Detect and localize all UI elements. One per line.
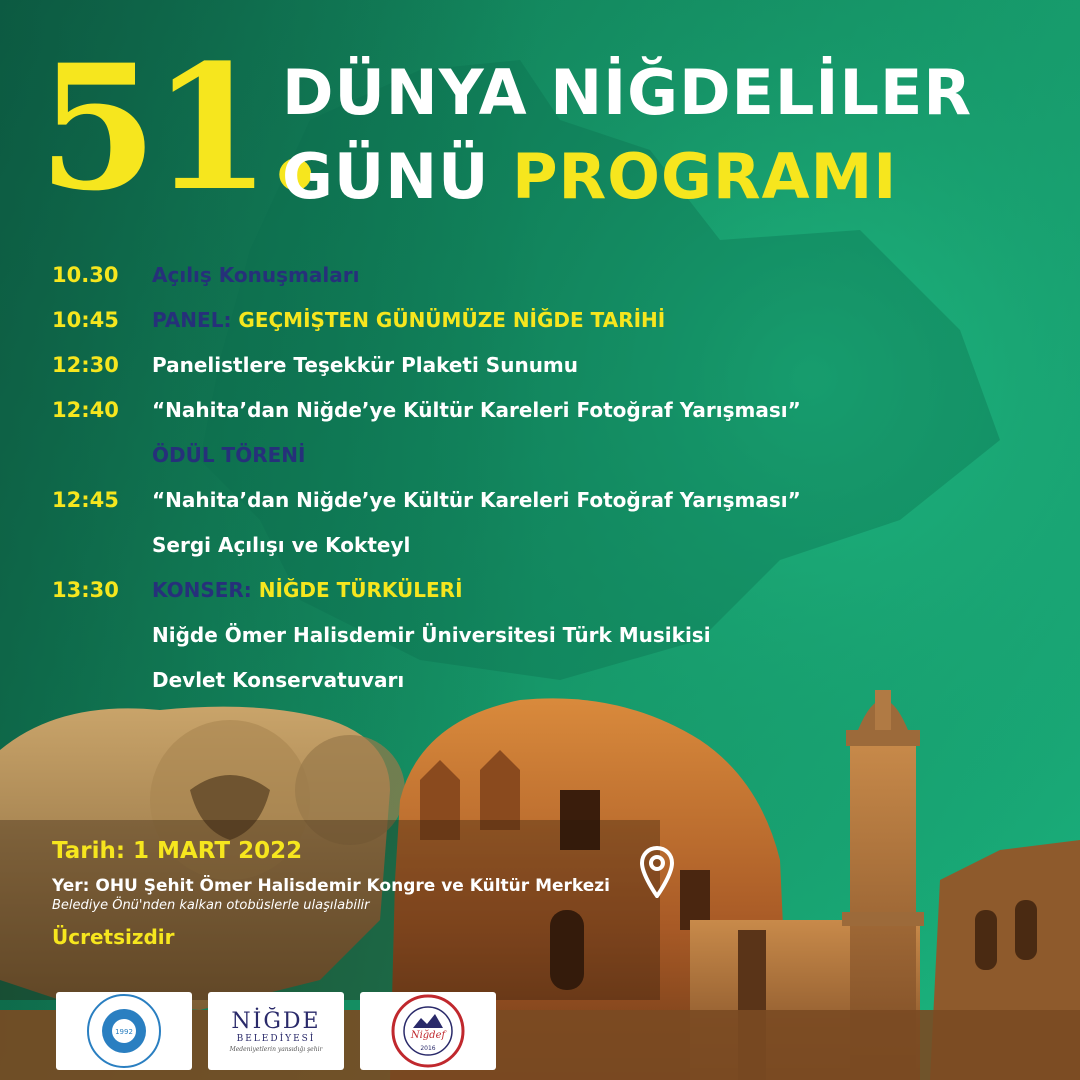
title-line-2: [282, 140, 898, 213]
schedule-list: [52, 252, 1052, 702]
schedule-row: [52, 252, 1052, 297]
event-venue: Yer: OHU Şehit Ömer Halisdemir Kongre ve Kültür Merkezi: [52, 876, 610, 896]
schedule-row: [52, 612, 1052, 657]
municipality-sub: BELEDİYESİ: [236, 1034, 316, 1044]
schedule-text: NİĞDE TÜRKÜLERİ: [258, 577, 463, 602]
event-date: Tarih: 1 MART 2022: [52, 838, 303, 864]
schedule-text: Sergi Açılışı ve Kokteyl: [152, 532, 411, 557]
schedule-time: 12:40: [52, 397, 119, 422]
university-year: 1992: [115, 1028, 133, 1036]
federation-mark: Niğdef: [410, 1030, 446, 1041]
schedule-row: [52, 567, 1052, 612]
schedule-text: ÖDÜL TÖRENİ: [152, 442, 306, 467]
sponsor-logos: [56, 992, 496, 1070]
schedule-text: KONSER:: [152, 577, 259, 602]
schedule-row: [52, 477, 1052, 522]
schedule-time: 13:30: [52, 577, 119, 602]
location-pin-icon: [640, 846, 674, 898]
schedule-text: Devlet Konservatuvarı: [152, 667, 405, 692]
schedule-description: [152, 398, 801, 422]
schedule-row: [52, 432, 1052, 477]
schedule-description: [152, 533, 410, 557]
schedule-row: [52, 522, 1052, 567]
schedule-time: 12:30: [52, 352, 119, 377]
event-info: [52, 838, 610, 949]
federation-year: 2016: [420, 1045, 436, 1052]
schedule-description: [152, 443, 305, 467]
schedule-text: “Nahita’dan Niğde’ye Kültür Kareleri Fotoğraf Yarışması”: [152, 487, 801, 512]
schedule-description: [152, 488, 801, 512]
schedule-description: [152, 578, 463, 602]
schedule-time: 10:45: [52, 307, 119, 332]
schedule-description: [152, 263, 359, 287]
title-word-programi: PROGRAMI: [512, 140, 898, 213]
transport-note: Belediye Önü'nden kalkan otobüslerle ulaşılabilir: [52, 898, 370, 913]
federation-logo: [360, 992, 496, 1070]
schedule-text: Niğde Ömer Halisdemir Üniversitesi Türk Musikisi: [152, 622, 711, 647]
municipality-logo: [208, 992, 344, 1070]
schedule-row: [52, 342, 1052, 387]
schedule-description: [152, 353, 578, 377]
title-word-gunu: GÜNÜ: [282, 140, 490, 213]
schedule-time: 12:45: [52, 487, 119, 512]
schedule-description: [152, 623, 711, 647]
title-line-1: DÜNYA NİĞDELİLER: [282, 56, 973, 129]
fee-note: Ücretsizdir: [52, 925, 175, 949]
schedule-row: [52, 297, 1052, 342]
schedule-text: Panelistlere Teşekkür Plaketi Sunumu: [152, 352, 579, 377]
schedule-time: 10.30: [52, 262, 119, 287]
university-logo: [56, 992, 192, 1070]
schedule-text: Açılış Konuşmaları: [152, 262, 360, 287]
schedule-text: PANEL:: [152, 307, 239, 332]
edition-number: 51.: [38, 26, 320, 229]
schedule-row: [52, 387, 1052, 432]
schedule-description: [152, 308, 665, 332]
schedule-text: GEÇMİŞTEN GÜNÜMÜZE NİĞDE TARİHİ: [238, 307, 666, 332]
municipality-slogan: Medeniyetlerin yansıdığı şehir: [229, 1046, 323, 1053]
federation-seal-icon: [389, 992, 467, 1070]
municipality-name: NİĞDE: [231, 1009, 321, 1034]
schedule-text: “Nahita’dan Niğde’ye Kültür Kareleri Fotoğraf Yarışması”: [152, 397, 801, 422]
university-seal-icon: [85, 992, 163, 1070]
